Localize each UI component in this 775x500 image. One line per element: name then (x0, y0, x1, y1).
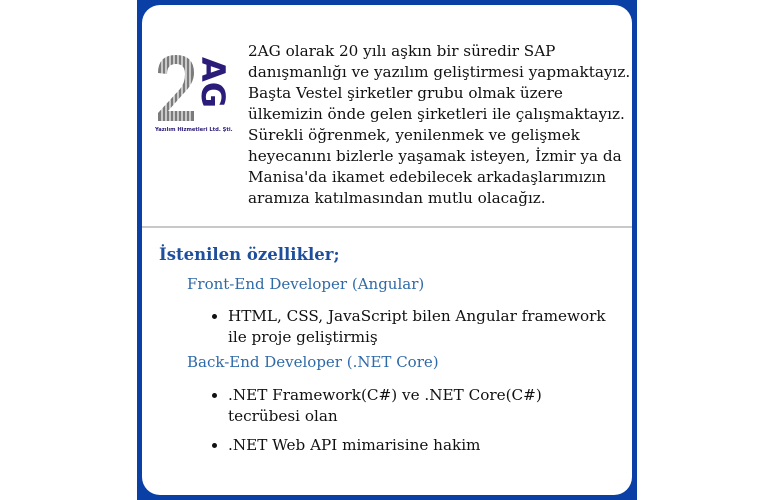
section-divider (142, 226, 632, 228)
role-backend-title: Back-End Developer (.NET Core) (187, 353, 439, 371)
role-frontend-title: Front-End Developer (Angular) (187, 275, 425, 293)
list-item: • .NET Framework(C#) ve .NET Core(C#) tecrübesi olan (228, 385, 608, 427)
list-item: • HTML, CSS, JavaScript bilen Angular framework ile proje geliştirmiş (228, 306, 608, 348)
company-logo (154, 49, 238, 133)
logo-2ag-icon (154, 49, 238, 133)
svg-text:AG: AG (194, 57, 232, 109)
job-post-card (142, 5, 632, 495)
list-item: • .NET Web API mimarisine hakim (228, 435, 608, 456)
role-frontend-skills (198, 306, 608, 356)
role-backend-skills (198, 385, 608, 464)
logo-subtitle: Yazılım Hizmetleri Ltd. Şti. (155, 127, 233, 133)
intro-paragraph: 2AG olarak 20 yılı aşkın bir süredir SAP danışmanlığı ve yazılım geliştirmesi yapmaktayız. Başta Vestel şirketler grubu olmak üzere ülkemizin önde gelen şirketleri ile çalışmaktayız. Sürekli öğrenmek, yenilenmek ve gelişmek heyecanını bizlerle yaşamak isteyen, İzmir ya da Manisa'da ikamet edebilecek arkadaşlarımızın aramıza katılmasından mutlu olacağız. (248, 42, 631, 207)
requirements-title: İstenilen özellikler; (159, 245, 340, 264)
